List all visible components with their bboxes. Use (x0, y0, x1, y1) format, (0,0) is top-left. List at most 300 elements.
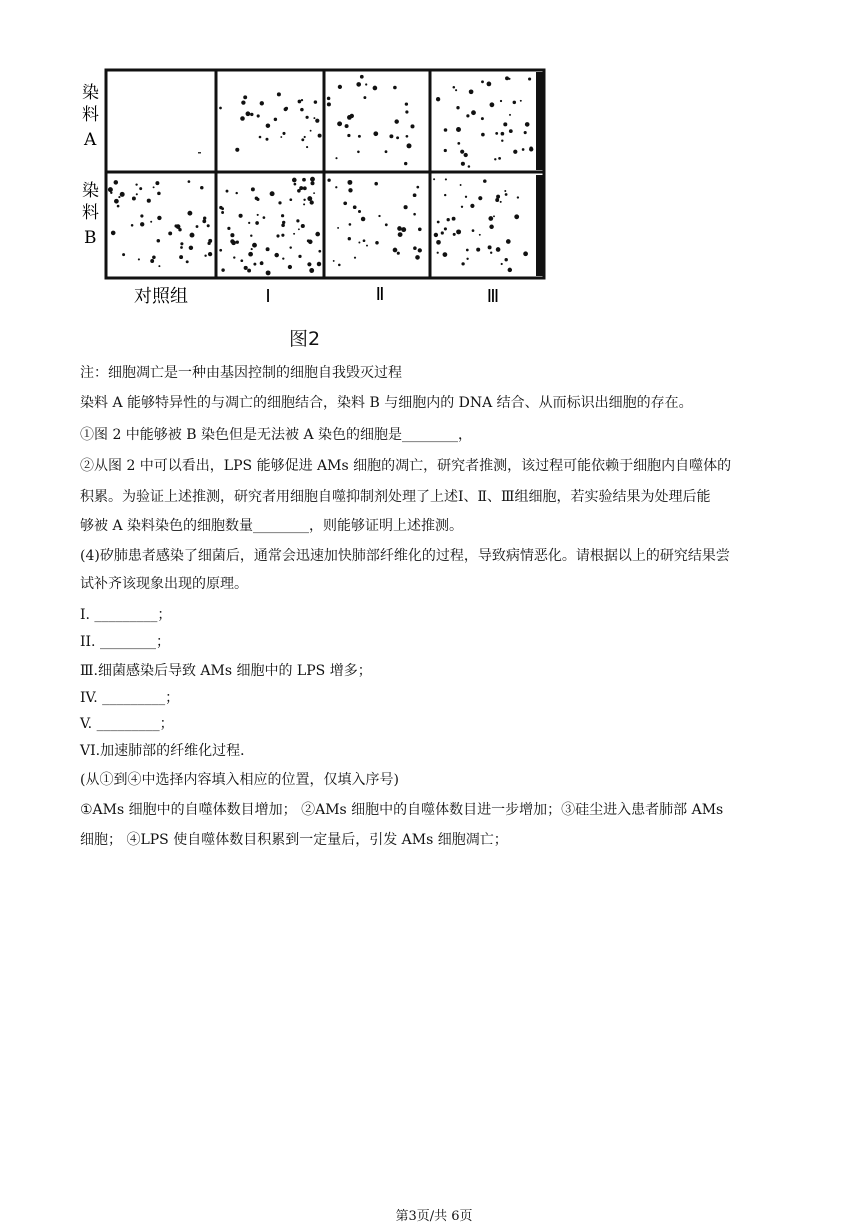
svg-text:料: 料 (82, 203, 99, 223)
cell-dot (266, 247, 270, 251)
cell-dot (304, 136, 306, 138)
cell-dot (293, 233, 295, 235)
cell-dot (168, 231, 172, 235)
cell-dot (219, 206, 222, 209)
cell-dot (255, 196, 259, 200)
cell-dot (310, 181, 314, 185)
cell-dot (436, 97, 440, 101)
cell-dot (296, 219, 299, 222)
cell-dot (298, 255, 301, 258)
cell-dot (453, 86, 456, 89)
cell-dot (495, 198, 499, 202)
cell-dot (479, 234, 481, 236)
cell-dot (481, 117, 484, 120)
cell-dot (337, 227, 339, 229)
cell-dot (157, 216, 161, 220)
col-label-i: Ⅰ (265, 286, 271, 307)
step-iii: Ⅲ.细菌感染后导致 AMs 细胞中的 LPS 增多； (80, 663, 372, 679)
cell-dot (375, 241, 379, 245)
cell-dot (313, 192, 315, 194)
cell-dot (335, 157, 337, 159)
cell-dot (488, 245, 492, 249)
cell-dot (413, 193, 417, 197)
cell-dot (483, 179, 487, 183)
cell-dot (303, 186, 307, 190)
figure-caption: 图2 (289, 328, 321, 350)
cell-dot (466, 249, 469, 252)
cell-dot (313, 117, 315, 119)
cell-dot (354, 257, 356, 259)
cell-dot (523, 251, 528, 256)
cell-dot (348, 188, 352, 192)
cell-dot (315, 119, 319, 123)
cell-dot (513, 101, 516, 104)
cell-dot (464, 153, 468, 157)
question-2-line-1: ②从图 2 中可以看出，LPS 能够促进 AMs 细胞的凋亡，研究者推测，该过程可能依赖于细胞内自噬体的 (80, 458, 732, 474)
cell-dot (374, 182, 378, 186)
cell-dot (219, 249, 222, 252)
cell-dot (307, 262, 311, 266)
cell-dot (493, 215, 495, 217)
cell-dot (437, 252, 439, 254)
note: 注：细胞凋亡是一种由基因控制的细胞自我毁灭过程 (80, 365, 402, 381)
cell-dot (410, 124, 414, 128)
cell-dot (333, 260, 335, 262)
cell-dot (188, 180, 191, 183)
cell-dot (139, 187, 142, 190)
cell-dot (266, 138, 269, 141)
cell-dot (365, 83, 367, 85)
cell-dot (347, 180, 352, 185)
cell-dot (460, 184, 462, 186)
cell-dot (190, 233, 195, 238)
cell-dot (281, 224, 285, 228)
cell-dot (307, 239, 310, 242)
cell-dot (447, 218, 450, 221)
cell-dot (345, 124, 349, 128)
cell-dot (285, 107, 288, 110)
cell-dot (490, 252, 492, 254)
cell-dot (461, 206, 463, 208)
cell-dot (136, 193, 138, 195)
cell-dot (472, 229, 475, 232)
cell-dot (274, 253, 278, 257)
cell-dot (230, 233, 234, 237)
cell-dot (221, 211, 224, 214)
cell-dot (266, 123, 271, 128)
question-2-line-3: 够被 A 染料染色的细胞数量________，则能够证明上述推测。 (80, 518, 464, 534)
cell-dot (307, 196, 312, 201)
svg-text:染: 染 (82, 83, 99, 103)
cell-dot (248, 252, 253, 257)
instruction: (从①到④中选择内容填入相应的位置，仅填入序号) (80, 772, 399, 788)
cell-dot (505, 76, 509, 80)
cell-dot (280, 136, 282, 138)
cell-dot (250, 235, 252, 237)
cell-dot (500, 100, 502, 102)
cell-dot (505, 258, 508, 261)
cell-dot (241, 100, 245, 104)
cell-dot (500, 201, 502, 203)
cell-dot (457, 142, 460, 145)
cell-dot (353, 205, 357, 209)
cell-dot (253, 263, 256, 266)
cell-dot (396, 136, 399, 139)
cell-dot (208, 239, 212, 243)
col-label-control: 对照组 (134, 286, 188, 307)
cell-dot (180, 246, 183, 249)
cell-dot (361, 217, 365, 221)
cell-dot (461, 162, 465, 166)
cell-dot (263, 216, 266, 219)
cell-dot (481, 80, 484, 83)
cell-dot (394, 119, 398, 123)
cell-dot (155, 181, 159, 185)
cell-dot (246, 111, 251, 116)
cell-dot (152, 256, 156, 260)
cell-dot (226, 190, 229, 193)
cell-dot (174, 224, 177, 227)
cell-dot (255, 221, 259, 225)
cell-dot (358, 210, 361, 213)
cell-dot (189, 246, 193, 250)
question-1: ①图 2 中能够被 B 染色但是无法被 A 染色的细胞是________， (80, 427, 473, 443)
cell-dot (117, 205, 120, 208)
row-label-dye-a (82, 83, 99, 150)
cell-dot (404, 205, 408, 209)
cell-dot (513, 150, 517, 154)
cell-dot (416, 186, 419, 189)
cell-dot (135, 183, 137, 185)
cell-dot (404, 162, 407, 165)
cell-dot (281, 214, 284, 217)
cell-dot (274, 118, 277, 121)
cell-dot (514, 214, 519, 219)
cell-dot (204, 255, 206, 257)
cell-dot (157, 192, 161, 196)
cell-dot (314, 100, 317, 103)
row-label-dye-b (82, 181, 99, 248)
cell-dot (529, 147, 533, 151)
cell-dot (496, 247, 501, 252)
cell-dot (490, 102, 495, 107)
cell-dot (505, 193, 508, 196)
cell-dot (310, 200, 314, 204)
cell-dot (298, 100, 302, 104)
cell-dot (524, 131, 527, 134)
cell-dot (366, 245, 368, 247)
figure-2 (80, 68, 560, 348)
cell-dot (231, 240, 236, 245)
cell-dot (303, 199, 305, 201)
cell-dot (306, 116, 309, 119)
cell-dot (413, 213, 416, 216)
cell-dot (405, 102, 408, 105)
cell-dot (186, 260, 189, 263)
cell-dot (393, 248, 398, 253)
cell-dot (520, 100, 522, 102)
cell-dot (468, 165, 471, 168)
blank-i: I. _________； (80, 607, 172, 623)
cell-dot (466, 114, 469, 117)
col-label-ii: Ⅱ (375, 284, 385, 305)
cell-dot (498, 157, 501, 160)
cell-dot (397, 252, 400, 255)
cell-dot (248, 222, 250, 224)
cell-dot (288, 265, 292, 269)
cell-dot (111, 231, 116, 236)
cell-dot (198, 152, 201, 154)
cell-dot (297, 189, 301, 193)
cell-dot (503, 122, 507, 126)
cell-dot (235, 148, 239, 152)
cell-dot (501, 132, 505, 136)
cell-dot (244, 266, 248, 270)
cell-dot (251, 187, 255, 191)
question-2-line-2: 积累。为验证上述推测，研究者用细胞自噬抑制剂处理了上述Ⅰ、Ⅱ、Ⅲ组细胞，若实验结果为处理后能 (80, 489, 711, 505)
cell-dot (436, 240, 441, 245)
cell-dot (501, 263, 503, 265)
cell-dot (444, 194, 446, 196)
cell-dot (407, 143, 412, 148)
cell-dot (363, 239, 366, 242)
cell-dot (418, 248, 422, 252)
cell-dot (310, 177, 315, 182)
cell-dot (179, 255, 183, 259)
cell-dot (348, 237, 351, 240)
cell-dot (358, 135, 361, 138)
cell-dot (358, 242, 360, 244)
cell-dot (496, 195, 500, 199)
cell-dot (481, 133, 485, 137)
cell-dot (357, 151, 360, 154)
cell-dot (138, 258, 140, 260)
cell-dot (150, 221, 152, 223)
cell-dot (257, 214, 259, 216)
cell-dot (122, 253, 125, 256)
cell-dot (373, 86, 378, 91)
cell-dot (318, 250, 321, 253)
cell-dot (444, 128, 448, 132)
cell-dot (257, 114, 260, 117)
cell-dot (266, 270, 271, 275)
cell-dot (455, 89, 457, 91)
cell-dot (282, 132, 285, 135)
cell-dot (219, 107, 222, 110)
cell-dot (236, 241, 239, 244)
cell-dot (495, 132, 498, 135)
cell-dot (338, 264, 341, 267)
cell-dot (140, 214, 143, 217)
cell-dot (301, 224, 305, 228)
cell-dot (306, 146, 308, 148)
cell-dot (385, 223, 388, 226)
cell-dot (318, 134, 322, 138)
cell-dot (301, 99, 303, 101)
cell-dot (260, 101, 264, 105)
cell-dot (114, 180, 119, 185)
cell-dot (247, 269, 251, 273)
cell-dot (453, 233, 456, 236)
cell-dot (349, 223, 352, 226)
cell-dot (327, 179, 330, 182)
cell-dot (153, 186, 155, 188)
cell-dot (294, 183, 297, 186)
cell-dot (118, 196, 120, 198)
options-line-2: 细胞； ④LPS 使自噬体数目积累到一定量后，引发 AMs 细胞凋亡； (80, 832, 508, 848)
svg-text:料: 料 (82, 105, 99, 125)
cell-dot (469, 89, 474, 94)
cell-dot (270, 191, 275, 196)
cell-dot (489, 225, 494, 230)
cell-dot (397, 226, 402, 231)
cell-dot (434, 233, 438, 237)
cell-dot (221, 268, 224, 271)
cell-dot (260, 261, 264, 265)
cell-dot (120, 192, 125, 197)
cell-dot (132, 197, 136, 201)
cell-dot (240, 116, 245, 121)
cell-dot (405, 110, 408, 113)
cell-dot (108, 187, 113, 192)
right-edge-bar-bottom (536, 175, 545, 276)
cell-dot (303, 203, 305, 205)
cell-dot (180, 242, 183, 245)
cell-dot (157, 239, 161, 243)
cell-dot (509, 129, 513, 133)
cell-dot (373, 131, 378, 136)
cell-dot (289, 246, 291, 248)
cell-dot (525, 122, 530, 127)
cell-dot (385, 150, 388, 153)
cell-dot (301, 138, 304, 141)
cell-dot (415, 255, 420, 260)
cell-dot (298, 228, 300, 230)
cell-dot (401, 227, 406, 232)
cell-dot (259, 136, 262, 139)
cell-dot (406, 135, 409, 138)
cell-dot (413, 246, 417, 250)
cell-dot (251, 248, 253, 250)
svg-text:染: 染 (82, 181, 99, 201)
cell-dot (243, 95, 247, 99)
svg-text:B: B (84, 228, 97, 248)
cell-dot (327, 102, 331, 106)
cell-dot (476, 248, 480, 252)
cell-dot (114, 199, 119, 204)
cell-dot (200, 186, 203, 189)
cell-dot (433, 178, 435, 180)
cell-dot (252, 243, 257, 248)
cell-dot (443, 252, 448, 257)
cell-dot (465, 196, 467, 198)
cell-dot (471, 110, 476, 115)
cell-dot (292, 178, 297, 183)
cell-dot (356, 82, 361, 87)
cell-dot (506, 239, 511, 244)
cell-dot (131, 224, 134, 227)
cell-dot (233, 256, 235, 258)
cell-dot (466, 258, 468, 260)
cell-dot (445, 178, 447, 180)
cell-dot (327, 97, 331, 101)
blank-ii: II. ________； (80, 634, 170, 650)
cell-dot (437, 221, 440, 224)
cell-dot (456, 229, 461, 234)
cell-dot (140, 222, 144, 226)
cell-dot (335, 186, 337, 188)
options-line-1: ①AMs 细胞中的自噬体数目增加； ②AMs 细胞中的自噬体数目进一步增加；③硅尘进入患者肺部 AMs (80, 802, 724, 818)
page-footer: 第3页/共 6页 (395, 1209, 473, 1224)
svg-text:A: A (84, 130, 97, 150)
cell-dot (347, 134, 350, 137)
cell-dot (310, 130, 312, 132)
right-edge-bar-top (536, 72, 545, 170)
step-vi: VI.加速肺部的纤维化过程． (80, 743, 255, 759)
cell-dot (239, 214, 243, 218)
cell-dot (389, 134, 393, 138)
cell-dot (398, 232, 403, 237)
cell-dot (207, 224, 210, 227)
cell-dot (300, 108, 304, 112)
dye-description: 染料 A 能够特异性的与凋亡的细胞结合，染料 B 与细胞内的 DNA 结合、从而标识出细胞的存在。 (80, 395, 693, 411)
cell-dot (315, 232, 320, 237)
microscopy-grid (80, 68, 560, 348)
cell-dot (309, 268, 314, 273)
cell-dot (208, 252, 212, 256)
cell-dot (187, 211, 192, 216)
cell-dot (418, 228, 422, 232)
cell-dot (517, 196, 519, 198)
cell-dot (277, 92, 281, 96)
cell-dot (203, 217, 206, 220)
cell-dot (487, 82, 492, 87)
cell-dot (488, 216, 493, 221)
cell-dot (363, 96, 366, 99)
cell-dot (494, 158, 496, 160)
blank-iv: IV. _________； (80, 690, 180, 706)
question-4-line-2: 试补齐该现象出现的原理。 (80, 576, 248, 592)
cell-dot (282, 221, 285, 224)
cell-dot (158, 265, 160, 267)
cell-dot (378, 215, 380, 217)
question-4-line-1: (4)矽肺患者感染了细菌后，通常会迅速加快肺部纤维化的过程，导致病情恶化。请根据以上的研究结果尝 (80, 548, 730, 564)
cell-dot (338, 85, 342, 89)
col-label-iii: Ⅲ (486, 286, 500, 307)
cell-dot (150, 259, 154, 263)
cell-dot (444, 149, 447, 152)
cell-dot (528, 77, 531, 80)
blank-v: V. _________； (80, 716, 174, 732)
cell-dot (147, 199, 151, 203)
cell-dot (508, 268, 512, 272)
cell-dot (452, 217, 456, 221)
cell-dot (347, 115, 352, 120)
cell-dot (278, 201, 281, 204)
cell-dot (250, 113, 253, 116)
cell-dot (456, 127, 461, 132)
cell-dot (227, 227, 230, 230)
cell-dot (235, 192, 237, 194)
cell-dot (461, 262, 464, 265)
cell-dot (202, 219, 206, 223)
cell-dot (196, 225, 199, 228)
cell-dot (522, 148, 525, 151)
cell-dot (509, 114, 511, 116)
cell-dot (343, 201, 347, 205)
cell-dots (108, 75, 533, 276)
cell-dot (460, 150, 464, 154)
